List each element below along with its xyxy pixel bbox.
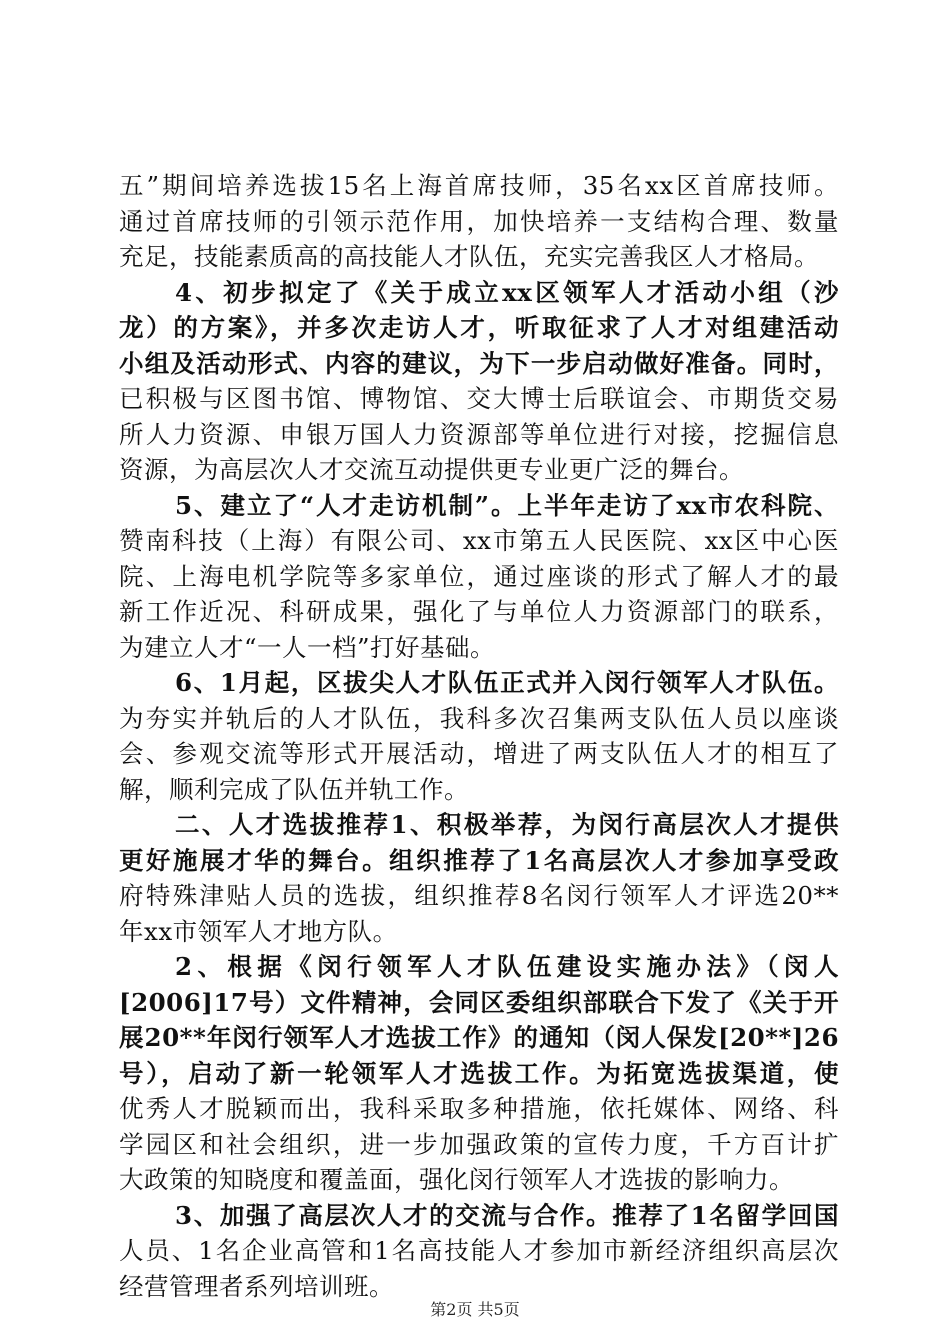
paragraph-p3 xyxy=(119,665,839,807)
paragraph-p0 xyxy=(119,168,839,275)
text-line: 5、建立了“人才走访机制”。上半年走访了xx市农科院、 xyxy=(175,490,839,520)
text-line: 2、根据《闵行领军人才队伍建设实施办法》（闵人 xyxy=(175,952,839,981)
paragraph-p5 xyxy=(119,949,839,1198)
text-line: 大政策的知晓度和覆盖面，强化闵行领军人才选拔的影响力。 xyxy=(119,1165,794,1194)
text-line: 赞南科技（上海）有限公司、xx市第五人民医院、xx区中心医 xyxy=(119,526,839,555)
text-line: 学园区和社会组织，进一步加强政策的宣传力度，千方百计扩 xyxy=(119,1129,839,1159)
text-line: [2006]17号）文件精神，会同区委组织部联合下发了《关于开 xyxy=(119,987,839,1017)
paragraph-p1 xyxy=(119,275,839,488)
text-line: 所人力资源、申银万国人力资源部等单位进行对接，挖掘信息 xyxy=(119,419,839,449)
text-line: 会、参观交流等形式开展活动，增进了两支队伍人才的相互了 xyxy=(119,739,839,768)
page-number-footer: 第2页 共5页 xyxy=(430,1300,520,1319)
paragraph-p6 xyxy=(119,1198,839,1305)
text-line: 经营管理者系列培训班。 xyxy=(119,1271,394,1301)
text-line: 二、人才选拔推荐1、积极举荐，为闵行高层次人才提供 xyxy=(175,810,839,839)
text-line: 展20**年闵行领军人才选拔工作》的通知（闵人保发[20**]26 xyxy=(119,1023,839,1052)
text-line: 充足，技能素质高的高技能人才队伍，充实完善我区人才格局。 xyxy=(119,242,819,271)
text-line: 通过首席技师的引领示范作用，加快培养一支结构合理、数量 xyxy=(119,206,839,236)
text-line: 院、上海电机学院等多家单位，通过座谈的形式了解人才的最 xyxy=(119,561,839,591)
text-line: 人员、1名企业高管和1名高技能人才参加市新经济组织高层次 xyxy=(119,1236,839,1265)
text-line: 4、初步拟定了《关于成立xx区领军人才活动小组（沙 xyxy=(175,277,839,307)
text-line: 小组及活动形式、内容的建议，为下一步启动做好准备。同时， xyxy=(119,348,839,378)
text-line: 号），启动了新一轮领军人才选拔工作。为拓宽选拔渠道，使 xyxy=(119,1058,839,1088)
text-line: 府特殊津贴人员的选拔，组织推荐8名闵行领军人才评选20** xyxy=(119,881,839,910)
text-line: 年xx市领军人才地方队。 xyxy=(119,916,398,946)
text-line: 新工作近况、科研成果，强化了与单位人力资源部门的联系， xyxy=(119,597,839,626)
text-line: 龙）的方案》，并多次走访人才，听取征求了人才对组建活动 xyxy=(119,313,839,342)
text-line: 已积极与区图书馆、博物馆、交大博士后联谊会、市期货交易 xyxy=(119,384,839,413)
text-line: 6、1月起，区拔尖人才队伍正式并入闵行领军人才队伍。 xyxy=(175,668,839,697)
text-line: 优秀人才脱颖而出，我科采取多种措施，依托媒体、网络、科 xyxy=(119,1094,839,1123)
text-line: 更好施展才华的舞台。组织推荐了1名高层次人才参加享受政 xyxy=(119,845,839,875)
text-line: 为夯实并轨后的人才队伍，我科多次召集两支队伍人员以座谈 xyxy=(119,703,839,733)
text-line: 为建立人才“一人一档”打好基础。 xyxy=(119,632,496,662)
text-line: 资源，为高层次人才交流互动提供更专业更广泛的舞台。 xyxy=(119,455,744,484)
text-line: 3、加强了高层次人才的交流与合作。推荐了1名留学回国 xyxy=(175,1200,839,1230)
document-body xyxy=(119,168,839,1304)
text-line: 五”期间培养选拔15名上海首席技师，35名xx区首席技师。 xyxy=(119,171,839,200)
paragraph-p2 xyxy=(119,488,839,666)
paragraph-p4 xyxy=(119,807,839,949)
text-line: 解，顺利完成了队伍并轨工作。 xyxy=(119,774,469,804)
